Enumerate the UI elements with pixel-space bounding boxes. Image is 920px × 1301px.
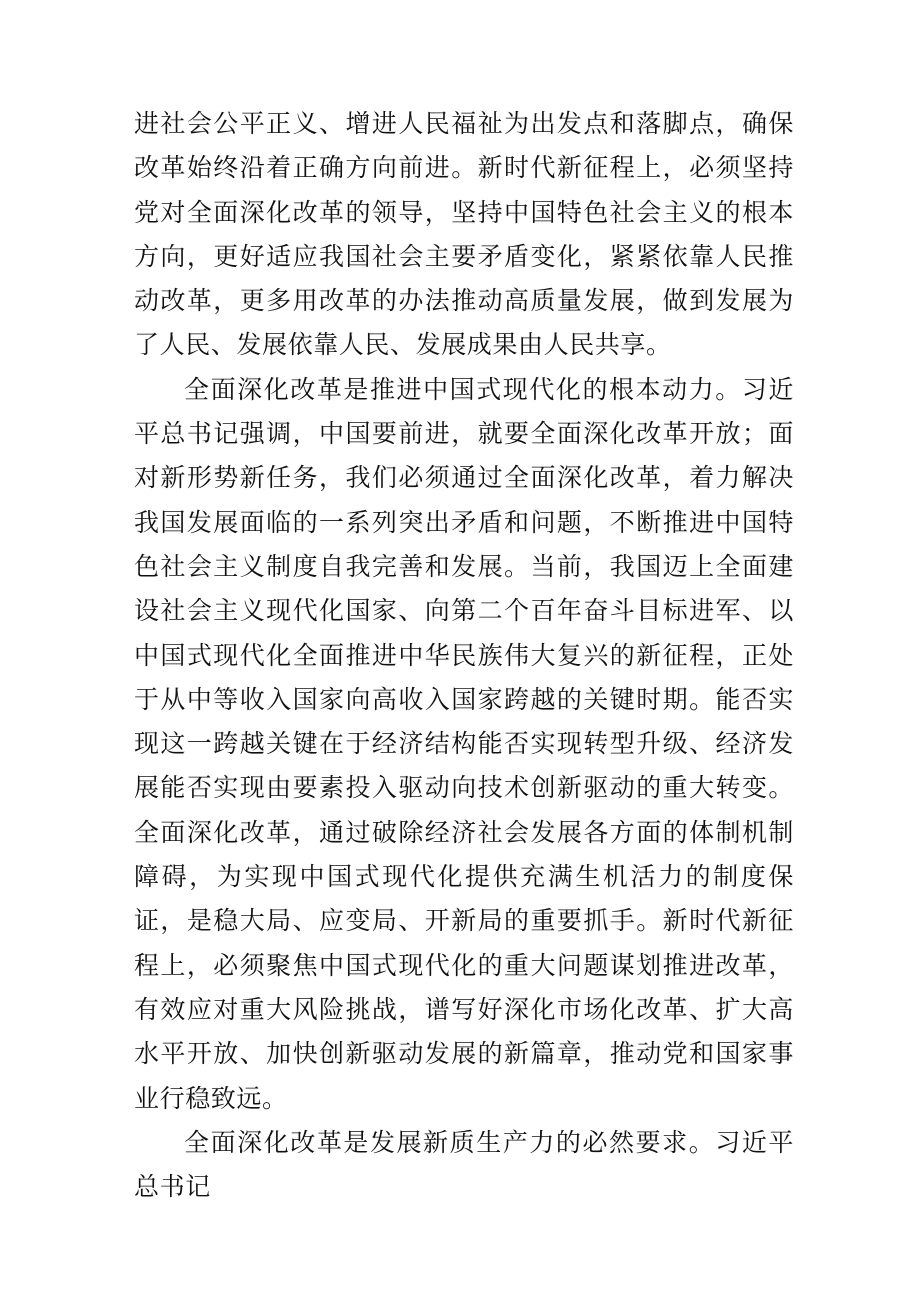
- paragraph-1: 进社会公平正义、增进人民福祉为出发点和落脚点，确保改革始终沿着正确方向前进。新时代新征程上，必须坚持党对全面深化改革的领导，坚持中国特色社会主义的根本方向，更好适应我国社会主要矛盾变化，紧紧依靠人民推动改革，更多用改革的办法推动高质量发展，做到发展为了人民、发展依靠人民、发展成果由人民共享。: [134, 109, 794, 360]
- paragraph-2: 全面深化改革是推进中国式现代化的根本动力。习近平总书记强调，中国要前进，就要全面深化改革开放；面对新形势新任务，我们必须通过全面深化改革，着力解决我国发展面临的一系列突出矛盾和问题，不断推进中国特色社会主义制度自我完善和发展。当前，我国迈上全面建设社会主义现代化国家、向第二个百年奋斗目标进军、以中国式现代化全面推进中华民族伟大复兴的新征程，正处于从中等收入国家向高收入国家跨越的关键时期。能否实现这一跨越关键在于经济结构能否实现转型升级、经济发展能否实现由要素投入驱动向技术创新驱动的重大转变。全面深化改革，通过破除经济社会发展各方面的体制机制障碍，为实现中国式现代化提供充满生机活力的制度保证，是稳大局、应变局、开新局的重要抓手。新时代新征程上，必须聚焦中国式现代化的重大问题谋划推进改革，有效应对重大风险挑战，谱写好深化市场化改革、扩大高水平开放、加快创新驱动发展的新篇章，推动党和国家事业行稳致远。: [134, 374, 794, 1113]
- paragraph-3: 全面深化改革是发展新质生产力的必然要求。习近平总书记: [134, 1127, 794, 1202]
- document-body: [134, 102, 794, 1209]
